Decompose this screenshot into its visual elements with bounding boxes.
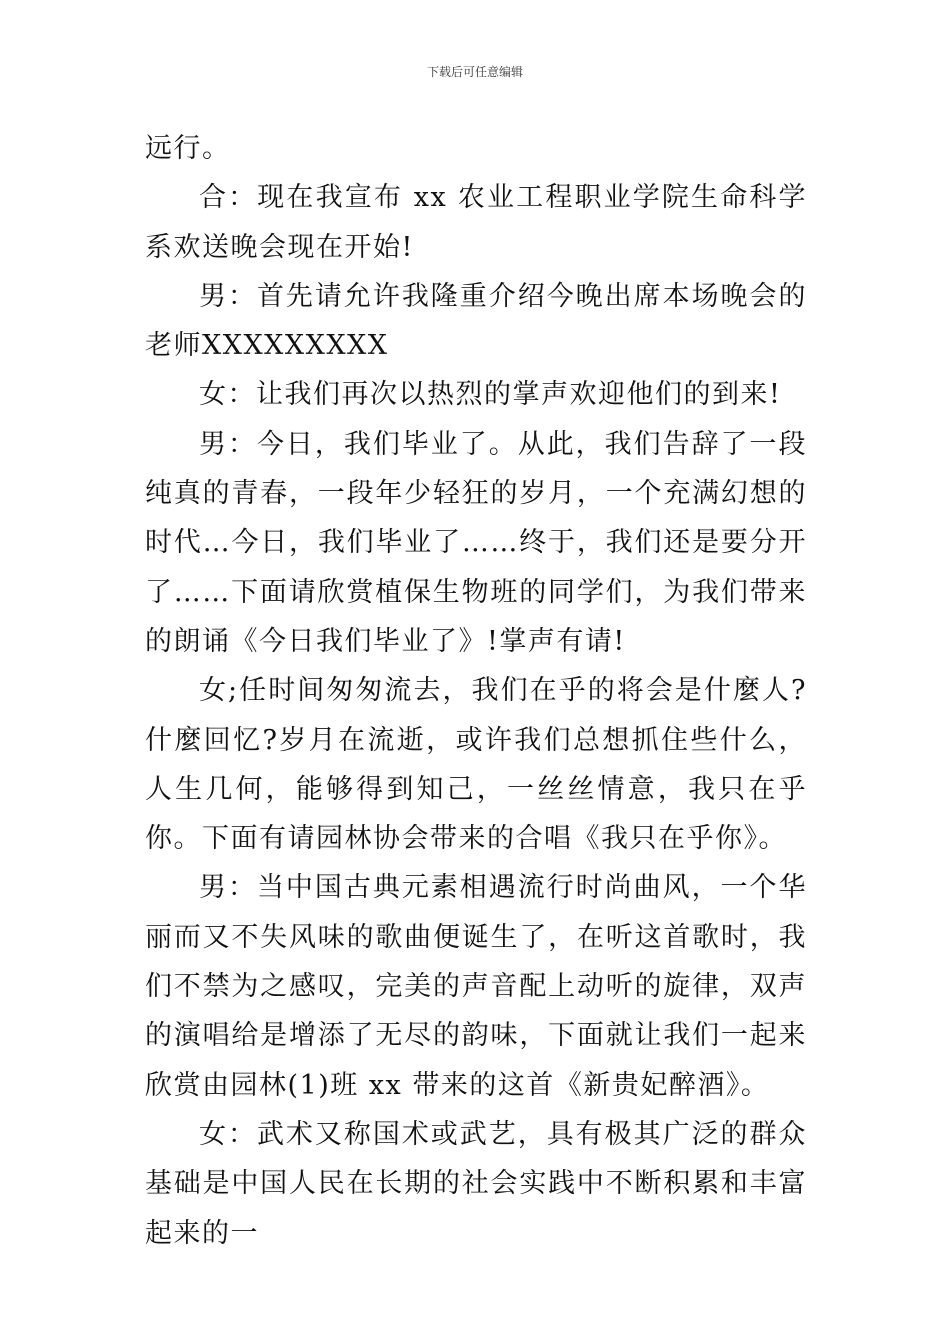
paragraph: 女：让我们再次以热烈的掌声欢迎他们的到来! — [199, 379, 782, 411]
paragraph: 女;任时间匆匆流去，我们在乎的将会是什麼人?什麼回忆?岁月在流逝，或许我们总想抓住些什么，人生几何，能够得到知己，一丝丝情意，我只在乎你。下面有请园林协会带来的合唱《我只在乎你》。 — [145, 675, 807, 855]
paragraph: 男：首先请允许我隆重介绍今晚出席本场晚会的老师XXXXXXXXX — [145, 280, 807, 362]
paragraph: 远行。 — [145, 133, 231, 164]
paragraph: 男：当中国古典元素相遇流行时尚曲风，一个华丽而又不失风味的歌曲便诞生了，在听这首歌时，我们不禁为之感叹，完美的声音配上动听的旋律，双声的演唱给是增添了无尽的韵味，下面就让我们一起来欣赏由园林(1)班 xx 带来的这首《新贵妃醉酒》。 — [145, 872, 807, 1101]
document-body — [145, 124, 807, 1258]
paragraph: 女：武术又称国术或武艺，具有极其广泛的群众基础是中国人民在长期的社会实践中不断积累和丰富起来的一 — [145, 1118, 807, 1249]
paragraph: 男：今日，我们毕业了。从此，我们告辞了一段纯真的青春，一段年少轻狂的岁月，一个充满幻想的时代…今日，我们毕业了……终于，我们还是要分开了……下面请欣赏植保生物班的同学们，为我们带来的朗诵《今日我们毕业了》!掌声有请! — [145, 428, 807, 657]
paragraph: 合：现在我宣布 xx 农业工程职业学院生命科学系欢送晚会现在开始! — [145, 182, 807, 263]
page-header: 下载后可任意编辑 — [426, 65, 523, 79]
